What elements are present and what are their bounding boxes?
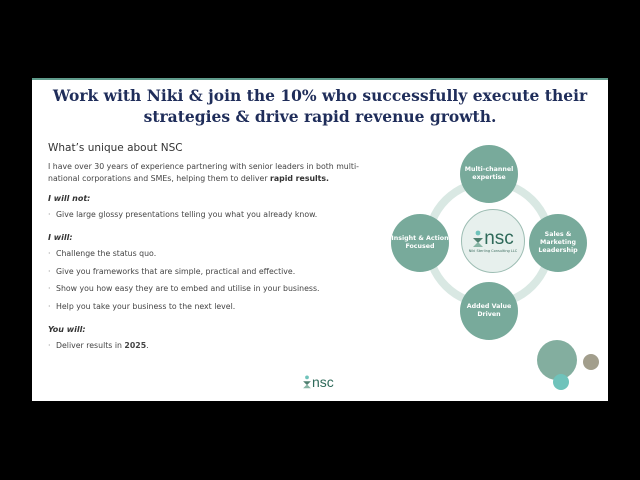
decorative-circle-small-teal xyxy=(553,374,569,390)
intro-text: I have over 30 years of experience partnering with senior leaders in both multi-national corporations and SMEs, helping them to deliver xyxy=(48,162,359,183)
nsc-logo-icon xyxy=(472,230,484,248)
diagram-node-bottom: Added Value Driven xyxy=(460,282,518,340)
diagram-node-left: Insight & Action Focused xyxy=(391,214,449,272)
diagram-node-top: Multi-channel expertise xyxy=(460,145,518,203)
you-will-label: You will: xyxy=(48,324,86,334)
nsc-logo xyxy=(472,227,514,249)
footer-logo xyxy=(302,375,334,389)
intro-paragraph xyxy=(48,161,378,185)
slide-title-line-1: Work with Niki & join the 10% who successfully execute their xyxy=(52,86,588,105)
will-item: · Give you frameworks that are simple, practical and effective. xyxy=(48,266,378,277)
slide-title xyxy=(32,85,608,127)
will-item: · Help you take your business to the next level. xyxy=(48,301,378,312)
will-not-label: I will not: xyxy=(48,194,91,203)
will-item: · Challenge the status quo. xyxy=(48,248,378,259)
slide-content xyxy=(48,142,378,357)
center-logo-text: nsc xyxy=(484,227,514,249)
slide-title-line-2: strategies & drive rapid revenue growth. xyxy=(143,107,497,126)
diagram-node-right: Sales & Marketing Leadership xyxy=(529,214,587,272)
you-will-year: 2025 xyxy=(124,340,147,350)
center-tagline: Niki Sterling Consulting LLC xyxy=(468,248,518,253)
slide-top-rule xyxy=(32,78,608,80)
will-not-item: · Give large glossy presentations telling you what you already know. xyxy=(48,209,378,220)
will-item: · Show you how easy they are to embed and utilise in your business. xyxy=(48,283,378,294)
intro-bold-text: rapid results. xyxy=(270,174,330,183)
you-will-suffix: . xyxy=(146,340,149,350)
will-label: I will: xyxy=(48,233,73,242)
presentation-slide xyxy=(32,78,608,401)
diagram-center-logo xyxy=(461,209,525,273)
decorative-circle-small-taupe xyxy=(583,354,599,370)
nsc-logo-icon xyxy=(302,375,312,389)
footer-logo-text: nsc xyxy=(312,374,334,390)
you-will-text: Deliver results in xyxy=(56,340,125,350)
section-heading: What’s unique about NSC xyxy=(48,142,183,154)
you-will-item xyxy=(48,340,378,351)
